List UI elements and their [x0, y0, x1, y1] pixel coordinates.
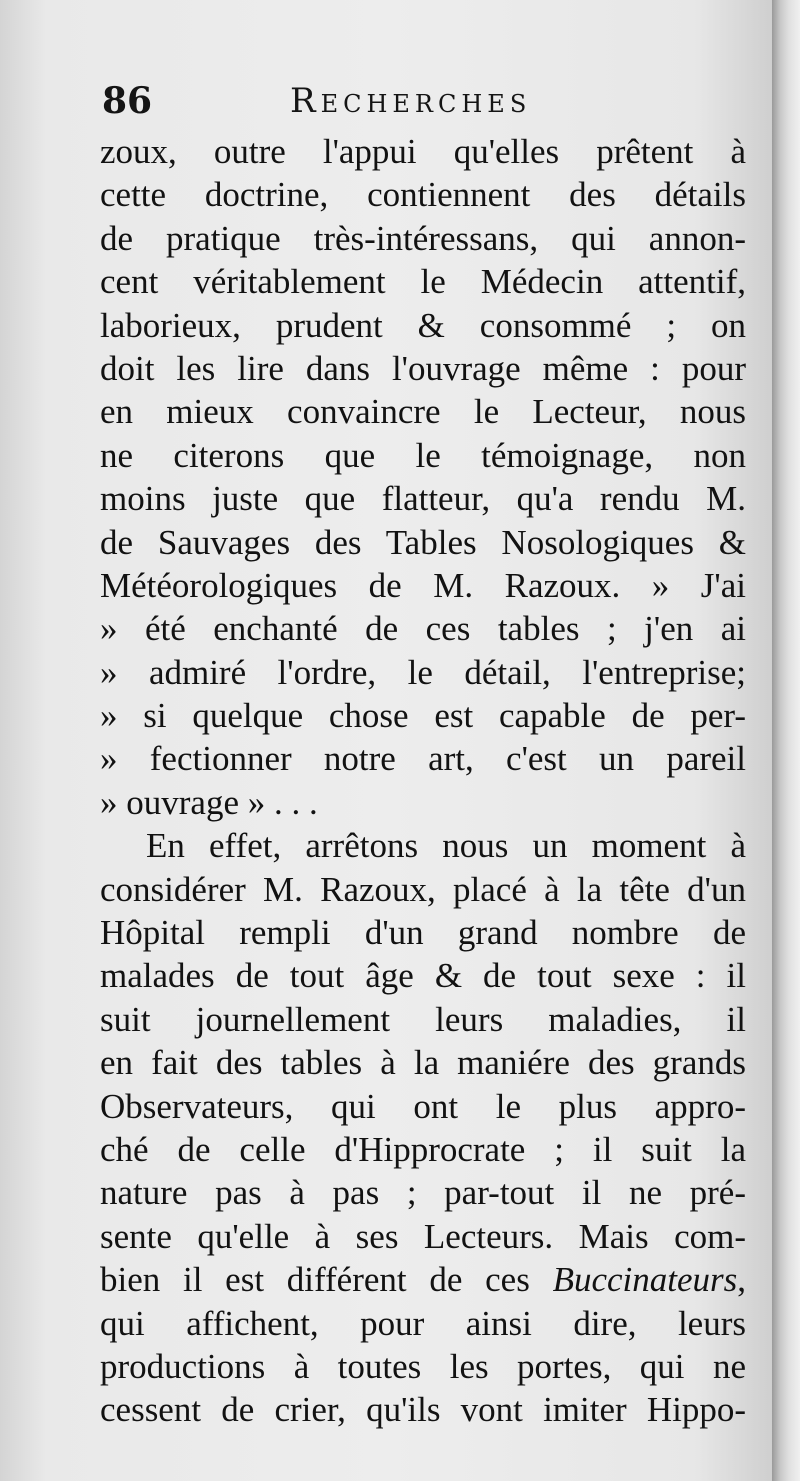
text-line: Hôpital rempli d'un grand nombre de — [100, 913, 746, 953]
punctuation: , — [737, 1260, 746, 1300]
italic-word: Buccinateurs — [552, 1260, 738, 1300]
quote-line: » été enchanté de ces tables ; j'en ai — [100, 609, 746, 649]
text-line: sente qu'elle à ses Lecteurs. Mais com- — [100, 1216, 746, 1256]
paragraph-first-line: En effet, arrêtons nous un moment à — [146, 826, 746, 866]
quote-line: » admiré l'ordre, le détail, l'entreprise; — [100, 652, 746, 692]
body-text — [100, 130, 746, 1432]
text-line: en mieux convaincre le Lecteur, nous — [100, 392, 746, 432]
text-line: de pratique très-intéressans, qui annon- — [100, 218, 746, 258]
text-line: Observateurs, qui ont le plus appro- — [100, 1086, 746, 1126]
text-line-with-italic — [100, 1258, 746, 1301]
page-edge — [772, 0, 800, 1481]
text-line: ché de celle d'Hipprocrate ; il suit la — [100, 1129, 746, 1169]
quote-line: » si quelque chose est capable de per- — [100, 696, 746, 736]
text-line: zoux, outre l'appui qu'elles prêtent à — [100, 132, 746, 171]
text-line: productions à toutes les portes, qui ne — [100, 1346, 746, 1386]
text-line: qui affichent, pour ainsi dire, leurs — [100, 1303, 746, 1343]
text-line: Météorologiques de M. Razoux. » J'ai — [100, 565, 746, 605]
page-header — [102, 76, 742, 126]
text-line: cent véritablement le Médecin attentif, — [100, 262, 746, 302]
text-line: considérer M. Razoux, placé à la tête d'un — [100, 869, 746, 909]
page-number: 86 — [102, 80, 153, 122]
text-line: de Sauvages des Tables Nosologiques & — [100, 522, 746, 562]
quote-line: » fectionner notre art, c'est un pareil — [100, 739, 746, 779]
text-line: en fait des tables à la maniére des grands — [100, 1043, 746, 1083]
quote-line: » ouvrage » . . . — [100, 782, 318, 822]
text-line: ne citerons que le témoignage, non — [100, 435, 746, 475]
text-line: laborieux, prudent & consommé ; on — [100, 305, 746, 345]
text-line: cette doctrine, contiennent des détails — [100, 175, 746, 215]
text-segment: bien il est différent de ces — [100, 1260, 553, 1300]
text-line: malades de tout âge & de tout sexe : il — [100, 956, 746, 996]
running-head: Recherches — [290, 81, 532, 121]
text-line: nature pas à pas ; par-tout il ne pré- — [100, 1173, 746, 1213]
text-line: moins juste que flatteur, qu'a rendu M. — [100, 479, 746, 519]
text-line: suit journellement leurs maladies, il — [100, 999, 746, 1039]
text-line: cessent de crier, qu'ils vont imiter Hippo- — [100, 1390, 746, 1430]
text-line: doit les lire dans l'ouvrage même : pour — [100, 348, 746, 388]
